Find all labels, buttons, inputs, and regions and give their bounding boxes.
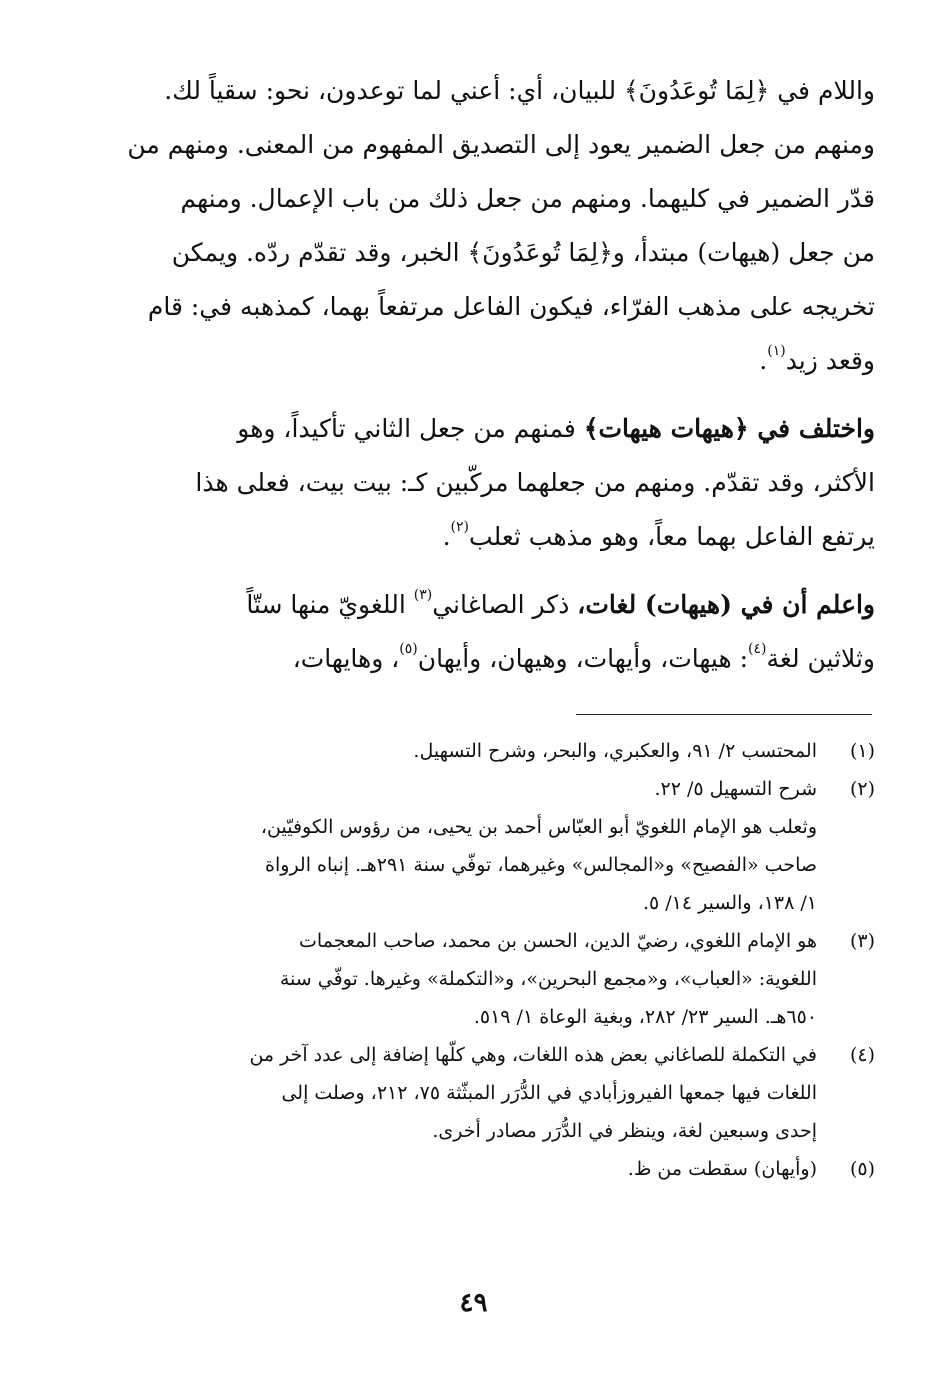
text-line: تخريجه على مذهب الفرّاء، فيكون الفاعل مرتفعاً بهما، كمذهبه في: قام	[147, 292, 875, 321]
bold-lead: واختلف في ﴿هيهات هيهات﴾	[583, 414, 875, 443]
footnote-number: (٤)	[849, 1044, 875, 1066]
text-segment: .	[442, 522, 451, 551]
text-line	[100, 578, 875, 632]
text-segment: وقعد زيد	[785, 346, 875, 375]
footnote-3	[100, 922, 875, 1036]
footnote-4	[100, 1036, 875, 1150]
footnote-line: ١/ ١٣٨، والسير ١٤/ ٥.	[642, 892, 817, 914]
footnote-line: وثعلب هو الإمام اللغويّ أبو العبّاس أحمد بن يحيى، من رؤوس الكوفيّين،	[260, 816, 817, 838]
text-line: من جعل (هيهات) مبتدأ، و﴿لِمَا تُوعَدُونَ﴾ الخبر، وقد تقدّم ردّه. ويمكن	[171, 238, 875, 267]
footnote-ref[interactable]: (٥)	[399, 641, 418, 657]
footnote-ref[interactable]: (٤)	[748, 641, 767, 657]
text-segment: يرتفع الفاعل بهما معاً، وهو مذهب ثعلب	[469, 522, 875, 551]
footnote-line: في التكملة للصاغاني بعض هذه اللغات، وهي كلّها إضافة إلى عدد آخر من	[249, 1044, 817, 1066]
text-segment: فمنهم من جعل الثاني تأكيداً، وهو	[237, 414, 584, 443]
footnote-5	[100, 1150, 875, 1188]
bold-lead: واعلم أن في (هيهات) لغات،	[577, 590, 875, 619]
footnote-line: هو الإمام اللغوي، رضيّ الدين، الحسن بن محمد، صاحب المعجمات	[299, 930, 817, 952]
paragraph-3	[100, 578, 875, 686]
text-segment: ذكر الصاغاني	[432, 590, 578, 619]
text-segment: اللغويّ منها ستّاً	[246, 590, 414, 619]
footnote-line: إحدى وسبعين لغة، وينظر في الدُّرَر مصادر أخرى.	[432, 1120, 817, 1142]
footnote-line: صاحب «الفصيح» و«المجالس» وغيرهما، توفّي سنة ٢٩١هـ. إنباه الرواة	[265, 854, 817, 876]
text-line: الأكثر، وقد تقدّم. ومنهم من جعلهما مركّبين كـ: بيت بيت، فعلى هذا	[195, 468, 875, 497]
footnote-number: (٥)	[849, 1158, 875, 1180]
footnote-number: (١)	[849, 740, 875, 762]
paragraph-2	[100, 402, 875, 564]
text-line	[100, 402, 875, 456]
footnote-1	[100, 732, 875, 770]
footnote-line: اللغات فيها جمعها الفيروزأبادي في الدُّرَر المبثّثة ٧٥، ٢١٢، وصلت إلى	[281, 1082, 817, 1104]
text-segment: : هيهات، وأيهات، وهيهان، وأيهان	[417, 644, 749, 673]
page-number: ٤٩	[459, 1288, 488, 1318]
text-line	[100, 632, 875, 686]
main-text	[100, 64, 875, 686]
footnote-line: المحتسب ٢/ ٩١، والعكبري، والبحر، وشرح التسهيل.	[413, 740, 817, 762]
footnote-number: (٣)	[849, 930, 875, 952]
paragraph-1	[100, 64, 875, 388]
footnote-number: (٢)	[849, 778, 875, 800]
text-line: قدّر الضمير في كليهما. ومنهم من جعل ذلك من باب الإعمال. ومنهم	[180, 184, 875, 213]
footnotes	[100, 732, 875, 1188]
footnote-divider	[576, 714, 872, 715]
footnote-ref[interactable]: (١)	[767, 343, 786, 359]
text-line: واللام في ﴿لِمَا تُوعَدُونَ﴾ للبيان، أي: أعني لما توعدون، نحو: سقياً لك.	[164, 76, 875, 105]
footnote-ref[interactable]: (٣)	[413, 587, 433, 603]
text-segment: .	[759, 346, 768, 375]
footnote-2	[100, 770, 875, 922]
text-segment: وثلاثين لغة	[766, 644, 875, 673]
text-line: ومنهم من جعل الضمير يعود إلى التصديق المفهوم من المعنى. ومنهم من	[127, 130, 875, 159]
text-line-last	[100, 334, 875, 388]
footnote-ref[interactable]: (٢)	[450, 519, 470, 535]
text-line-last	[100, 510, 875, 564]
footnote-line: شرح التسهيل ٥/ ٢٢.	[654, 778, 817, 800]
footnote-line: اللغوية: «العباب»، و«مجمع البحرين»، و«التكملة» وغيرها. توفّي سنة	[279, 968, 817, 990]
footnote-line: (وأيهان) سقطت من ظ.	[627, 1158, 817, 1180]
text-segment: ، وهايهات،	[292, 644, 400, 673]
footnote-line: ٦٥٠هـ. السير ٢٣/ ٢٨٢، وبغية الوعاة ١/ ٥١٩.	[473, 1006, 817, 1028]
